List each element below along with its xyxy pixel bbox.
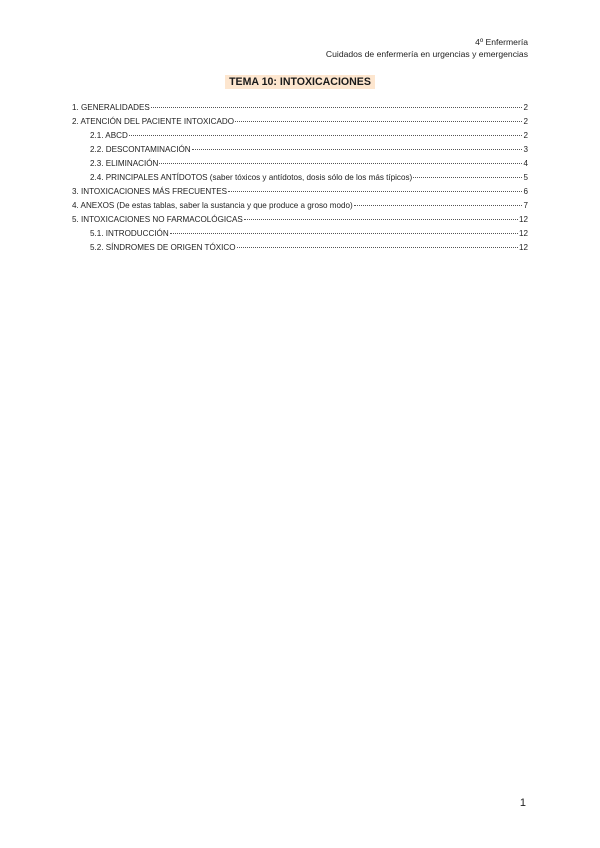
toc-entry-label: 3. INTOXICACIONES MÁS FRECUENTES — [72, 187, 228, 196]
toc-leader-dots — [170, 233, 518, 234]
toc-entry-page: 4 — [523, 159, 528, 168]
toc-entry-label: 2.4. PRINCIPALES ANTÍDOTOS (saber tóxicos y antídotos, dosis sólo de los más típicos) — [90, 173, 413, 182]
toc-entry[interactable] — [72, 229, 528, 243]
header-subject: Cuidados de enfermería en urgencias y emergencias — [325, 49, 528, 59]
toc-entry[interactable] — [72, 145, 528, 159]
toc-entry-label: 5. INTOXICACIONES NO FARMACOLÓGICAS — [72, 215, 243, 224]
toc-leader-dots — [192, 149, 523, 150]
toc-entry-page: 2 — [523, 131, 528, 140]
toc-entry[interactable] — [72, 173, 528, 187]
toc-entry-page: 2 — [523, 103, 528, 112]
table-of-contents — [72, 103, 528, 257]
toc-entry[interactable] — [72, 201, 528, 215]
toc-entry-label: 2.3. ELIMINACIÓN — [90, 159, 159, 168]
toc-entry-page: 6 — [523, 187, 528, 196]
toc-entry[interactable] — [72, 243, 528, 257]
toc-leader-dots — [129, 135, 523, 136]
toc-entry-label: 2. ATENCIÓN DEL PACIENTE INTOXICADO — [72, 117, 235, 126]
toc-entry[interactable] — [72, 187, 528, 201]
toc-leader-dots — [159, 163, 522, 164]
toc-leader-dots — [235, 121, 522, 122]
toc-entry-page: 2 — [523, 117, 528, 126]
toc-entry[interactable] — [72, 131, 528, 145]
title-container — [0, 72, 600, 90]
page-number: 1 — [519, 797, 526, 809]
toc-entry[interactable] — [72, 215, 528, 229]
toc-entry-page: 5 — [523, 173, 528, 182]
toc-entry-label: 2.2. DESCONTAMINACIÓN — [90, 145, 191, 154]
toc-entry-label: 5.2. SÍNDROMES DE ORIGEN TÓXICO — [90, 243, 236, 252]
toc-entry[interactable] — [72, 103, 528, 117]
toc-entry-page: 3 — [523, 145, 528, 154]
toc-entry[interactable] — [72, 117, 528, 131]
document-title: TEMA 10: INTOXICACIONES — [225, 75, 375, 89]
toc-entry-label: 4. ANEXOS (De estas tablas, saber la sustancia y que produce a groso modo) — [72, 201, 353, 210]
toc-leader-dots — [151, 107, 523, 108]
toc-entry-page: 7 — [523, 201, 528, 210]
toc-entry-page: 12 — [518, 229, 528, 238]
toc-leader-dots — [354, 205, 523, 206]
toc-entry-label: 2.1. ABCD — [90, 131, 128, 140]
toc-leader-dots — [228, 191, 522, 192]
toc-leader-dots — [237, 247, 518, 248]
toc-entry[interactable] — [72, 159, 528, 173]
toc-leader-dots — [413, 177, 522, 178]
toc-leader-dots — [244, 219, 518, 220]
toc-entry-page: 12 — [518, 215, 528, 224]
header-course-year: 4º Enfermería — [475, 37, 528, 47]
toc-entry-label: 1. GENERALIDADES — [72, 103, 150, 112]
toc-entry-label: 5.1. INTRODUCCIÓN — [90, 229, 169, 238]
page-header — [326, 36, 528, 60]
toc-entry-page: 12 — [518, 243, 528, 252]
